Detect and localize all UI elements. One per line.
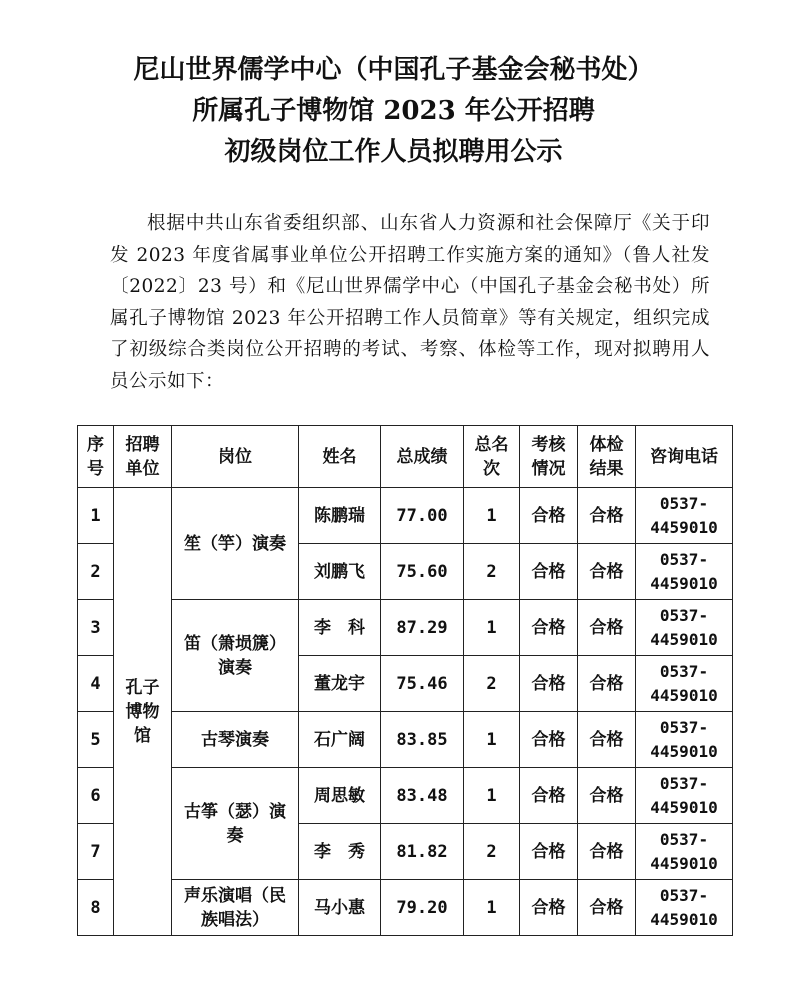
cell-phone: 0537-4459010 [636, 768, 733, 824]
header-rank: 总名次 [464, 426, 520, 488]
cell-health: 合格 [578, 488, 636, 544]
cell-name: 李 科 [299, 600, 381, 656]
header-post: 岗位 [172, 426, 299, 488]
cell-rank: 2 [464, 544, 520, 600]
table-header-row [78, 426, 733, 488]
header-unit: 招聘单位 [114, 426, 172, 488]
title-line-1: 尼山世界儒学中心（中国孔子基金会秘书处） [133, 55, 654, 85]
cell-no: 6 [78, 768, 114, 824]
cell-unit: 孔子博物馆 [114, 488, 172, 936]
cell-name: 马小惠 [299, 880, 381, 936]
cell-score: 75.46 [381, 656, 464, 712]
cell-no: 7 [78, 824, 114, 880]
cell-phone: 0537-4459010 [636, 600, 733, 656]
cell-score: 83.48 [381, 768, 464, 824]
cell-review: 合格 [520, 880, 578, 936]
intro-line-5: 简章》等有关规定，组织完成了初级综合类岗位公开招聘的考试、 [110, 307, 710, 360]
intro-paragraph [110, 208, 710, 397]
cell-review: 合格 [520, 544, 578, 600]
header-health: 体检结果 [578, 426, 636, 488]
cell-health: 合格 [578, 544, 636, 600]
cell-health: 合格 [578, 600, 636, 656]
intro-line-4: 孔子基金会秘书处）所属孔子博物馆 2023 年公开招聘工作人员 [110, 276, 710, 329]
cell-rank: 1 [464, 768, 520, 824]
cell-name: 陈鹏瑞 [299, 488, 381, 544]
cell-rank: 1 [464, 712, 520, 768]
cell-no: 3 [78, 600, 114, 656]
cell-no: 8 [78, 880, 114, 936]
cell-rank: 2 [464, 824, 520, 880]
table-row [78, 768, 733, 824]
cell-review: 合格 [520, 488, 578, 544]
cell-post: 笛（箫埙篪）演奏 [172, 600, 299, 712]
cell-name: 董龙宇 [299, 656, 381, 712]
cell-review: 合格 [520, 824, 578, 880]
cell-review: 合格 [520, 768, 578, 824]
header-score: 总成绩 [381, 426, 464, 488]
intro-line-6: 考察、体检等工作，现对拟聘用人员公示如下： [110, 339, 710, 392]
cell-no: 5 [78, 712, 114, 768]
cell-score: 77.00 [381, 488, 464, 544]
cell-review: 合格 [520, 600, 578, 656]
cell-name: 周思敏 [299, 768, 381, 824]
title-line-3: 初级岗位工作人员拟聘用公示 [224, 137, 563, 167]
intro-line-1: 根据中共山东省委组织部、山东省人力资源和社会保障厅 [147, 213, 633, 234]
table-row [78, 488, 733, 544]
cell-name: 刘鹏飞 [299, 544, 381, 600]
cell-health: 合格 [578, 656, 636, 712]
cell-review: 合格 [520, 656, 578, 712]
hiring-table [77, 425, 733, 936]
cell-post: 古筝（瑟）演奏 [172, 768, 299, 880]
cell-phone: 0537-4459010 [636, 712, 733, 768]
header-name: 姓名 [299, 426, 381, 488]
cell-phone: 0537-4459010 [636, 488, 733, 544]
cell-phone: 0537-4459010 [636, 824, 733, 880]
header-phone: 咨询电话 [636, 426, 733, 488]
cell-score: 79.20 [381, 880, 464, 936]
cell-name: 石广阔 [299, 712, 381, 768]
cell-score: 83.85 [381, 712, 464, 768]
header-review: 考核情况 [520, 426, 578, 488]
cell-phone: 0537-4459010 [636, 656, 733, 712]
cell-post: 古琴演奏 [172, 712, 299, 768]
table-row [78, 600, 733, 656]
cell-rank: 2 [464, 656, 520, 712]
table-row [78, 712, 733, 768]
cell-score: 81.82 [381, 824, 464, 880]
cell-phone: 0537-4459010 [636, 880, 733, 936]
cell-score: 87.29 [381, 600, 464, 656]
cell-review: 合格 [520, 712, 578, 768]
cell-name: 李 秀 [299, 824, 381, 880]
header-no: 序号 [78, 426, 114, 488]
cell-no: 2 [78, 544, 114, 600]
cell-health: 合格 [578, 712, 636, 768]
cell-post: 声乐演唱（民族唱法） [172, 880, 299, 936]
table-row [78, 880, 733, 936]
cell-post: 笙（竽）演奏 [172, 488, 299, 600]
cell-rank: 1 [464, 600, 520, 656]
cell-health: 合格 [578, 880, 636, 936]
cell-rank: 1 [464, 488, 520, 544]
cell-score: 75.60 [381, 544, 464, 600]
intro-line-2: 《关于印发 2023 年度省属事业单位公开招聘工作实施方案的通 [110, 213, 710, 266]
cell-health: 合格 [578, 824, 636, 880]
intro-line-3: 知》（鲁人社发〔2022〕23 号）和《尼山世界儒学中心（中国 [110, 244, 710, 297]
cell-phone: 0537-4459010 [636, 544, 733, 600]
cell-rank: 1 [464, 880, 520, 936]
cell-no: 1 [78, 488, 114, 544]
cell-health: 合格 [578, 768, 636, 824]
title-line-2: 所属孔子博物馆 2023 年公开招聘 [192, 96, 595, 126]
cell-no: 4 [78, 656, 114, 712]
